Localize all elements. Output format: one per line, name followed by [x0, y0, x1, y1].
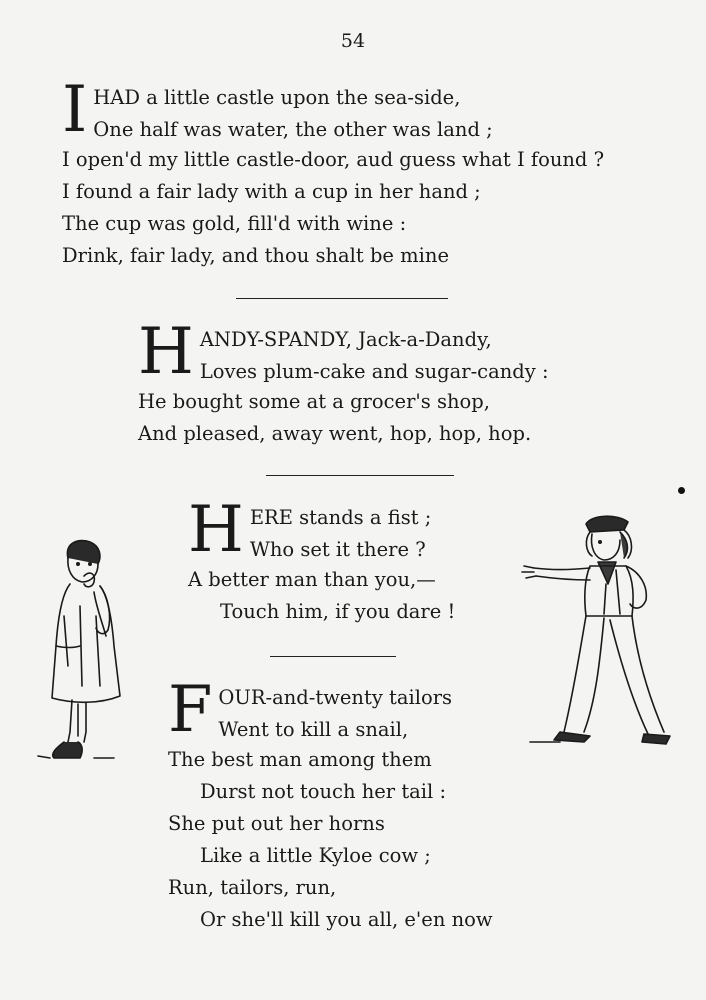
drop-cap: I	[62, 73, 88, 147]
poem-line: ANDY-SPANDY, Jack-a-Dandy,	[199, 328, 492, 351]
poem-tailors-opening	[168, 673, 493, 747]
poem-line: She put out her horns	[168, 812, 385, 835]
poem-fist-opening	[188, 493, 455, 567]
drop-cap: H	[188, 493, 244, 567]
poem-line: Durst not touch her tail :	[200, 780, 447, 803]
poem-line: Run, tailors, run,	[168, 876, 337, 899]
poem-line: And pleased, away went, hop, hop, hop.	[138, 422, 532, 445]
poem-line: The best man among them	[168, 748, 432, 771]
poem-fist	[188, 493, 456, 628]
child-figure-illustration	[34, 536, 134, 772]
poem-line: HAD a little castle upon the sea-side,	[93, 86, 461, 109]
ink-speck	[678, 487, 685, 494]
poem-handy-spandy-opening	[138, 315, 549, 389]
poem-line: Touch him, if you dare !	[220, 600, 456, 623]
poem-line: A better man than you,—	[188, 568, 436, 591]
poem-line: Drink, fair lady, and thou shalt be mine	[62, 244, 450, 267]
poem-line: Loves plum-cake and sugar-candy :	[199, 360, 549, 383]
divider-rule	[266, 475, 454, 476]
poem-castle-opening	[62, 73, 604, 147]
poem-line: Who set it there ?	[249, 538, 426, 561]
divider-rule	[236, 298, 448, 299]
divider-rule	[270, 656, 396, 657]
poem-line: ERE stands a fist ;	[249, 506, 432, 529]
poem-line: Or she'll kill you all, e'en now	[200, 908, 493, 931]
poem-line: One half was water, the other was land ;	[93, 118, 493, 141]
poem-tailors	[168, 673, 493, 936]
poem-line: Went to kill a snail,	[218, 718, 409, 741]
page-number: 54	[340, 30, 366, 52]
poem-line: The cup was gold, fill'd with wine :	[62, 212, 407, 235]
drop-cap: F	[168, 673, 213, 747]
poem-line: He bought some at a grocer's shop,	[138, 390, 490, 413]
poem-line: OUR-and-twenty tailors	[218, 686, 453, 709]
drop-cap: H	[138, 315, 194, 389]
pointing-boy-illustration	[520, 510, 675, 750]
poem-handy-spandy	[138, 315, 549, 450]
poem-line: I open'd my little castle-door, aud guess what I found ?	[62, 148, 605, 171]
poem-line: Like a little Kyloe cow ;	[200, 844, 431, 867]
poem-line: I found a fair lady with a cup in her hand ;	[62, 180, 481, 203]
poem-castle	[62, 73, 605, 272]
